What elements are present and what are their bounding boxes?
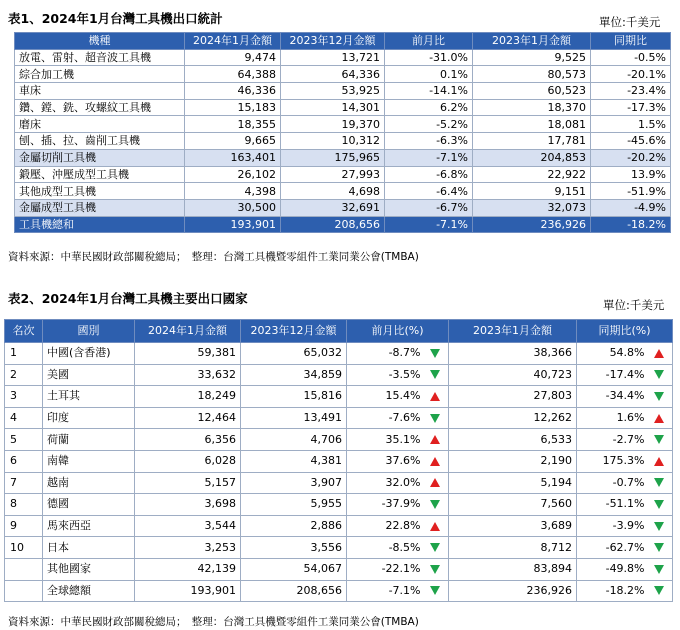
table2-header-cell: 前月比(%) xyxy=(347,320,449,343)
table1-header-cell: 前月比 xyxy=(385,33,473,50)
table2-source: 資料來源：中華民國財政部關稅總局； 整理：台灣工具機暨零組件工業同業公會(TMBA) xyxy=(8,616,419,628)
jan-2023-value-cell: 12,262 xyxy=(449,407,577,429)
table1-row xyxy=(15,166,671,183)
dec-2023-value-cell: 53,925 xyxy=(281,83,385,100)
dec-2023-value-cell: 19,370 xyxy=(281,116,385,133)
table2-row xyxy=(5,537,673,559)
table2-row xyxy=(5,472,673,494)
jan-2023-value-cell: 83,894 xyxy=(449,558,577,580)
machine-type-cell: 磨床 xyxy=(15,116,185,133)
mom-change-cell: 37.6% xyxy=(347,450,423,472)
dec-2023-value-cell: 13,491 xyxy=(241,407,347,429)
machine-type-cell: 綜合加工機 xyxy=(15,66,185,83)
table1-unit: 單位:千美元 xyxy=(599,15,661,29)
table1-row xyxy=(15,183,671,200)
jan-2023-value-cell: 8,712 xyxy=(449,537,577,559)
machine-type-cell: 刨、插、拉、齒削工具機 xyxy=(15,133,185,150)
table2-row xyxy=(5,515,673,537)
jan-2023-value-cell: 40,723 xyxy=(449,364,577,386)
jan-2023-value-cell: 2,190 xyxy=(449,450,577,472)
table1-row xyxy=(15,199,671,216)
table2-row xyxy=(5,450,673,472)
table1-header-cell: 2023年1月金額 xyxy=(473,33,591,50)
table2-row xyxy=(5,580,673,602)
jan-2024-value-cell: 33,632 xyxy=(135,364,241,386)
triangle-up-icon xyxy=(654,349,664,358)
jan-2024-value-cell: 64,388 xyxy=(185,66,281,83)
table1-header-cell: 同期比 xyxy=(591,33,671,50)
country-cell: 德國 xyxy=(43,494,135,516)
yoy-change-cell: 54.8% xyxy=(577,343,647,365)
table1-row xyxy=(15,49,671,66)
mom-change-cell: -6.3% xyxy=(385,133,473,150)
jan-2024-value-cell: 26,102 xyxy=(185,166,281,183)
triangle-down-icon xyxy=(430,500,440,509)
jan-2024-value-cell: 30,500 xyxy=(185,199,281,216)
mom-trend-cell xyxy=(423,515,449,537)
dec-2023-value-cell: 14,301 xyxy=(281,99,385,116)
rank-cell xyxy=(5,580,43,602)
triangle-down-icon xyxy=(654,500,664,509)
yoy-trend-cell xyxy=(647,450,673,472)
jan-2024-value-cell: 9,665 xyxy=(185,133,281,150)
jan-2024-value-cell: 3,698 xyxy=(135,494,241,516)
yoy-change-cell: -3.9% xyxy=(577,515,647,537)
dec-2023-value-cell: 208,656 xyxy=(241,580,347,602)
table2-header-cell: 2024年1月金額 xyxy=(135,320,241,343)
table2-body xyxy=(5,343,673,602)
mom-change-cell: -3.5% xyxy=(347,364,423,386)
table2-header-cell: 2023年12月金額 xyxy=(241,320,347,343)
triangle-down-icon xyxy=(430,543,440,552)
table1-header-cell: 2023年12月金額 xyxy=(281,33,385,50)
yoy-change-cell: -2.7% xyxy=(577,429,647,451)
mom-trend-cell xyxy=(423,450,449,472)
rank-cell: 1 xyxy=(5,343,43,365)
jan-2023-value-cell: 22,922 xyxy=(473,166,591,183)
jan-2024-value-cell: 3,253 xyxy=(135,537,241,559)
jan-2024-value-cell: 18,355 xyxy=(185,116,281,133)
jan-2023-value-cell: 7,560 xyxy=(449,494,577,516)
triangle-up-icon xyxy=(430,478,440,487)
table1-body xyxy=(15,49,671,233)
yoy-change-cell: -49.8% xyxy=(577,558,647,580)
dec-2023-value-cell: 27,993 xyxy=(281,166,385,183)
jan-2024-value-cell: 9,474 xyxy=(185,49,281,66)
rank-cell: 10 xyxy=(5,537,43,559)
jan-2024-value-cell: 5,157 xyxy=(135,472,241,494)
jan-2023-value-cell: 27,803 xyxy=(449,386,577,408)
dec-2023-value-cell: 4,698 xyxy=(281,183,385,200)
dec-2023-value-cell: 3,907 xyxy=(241,472,347,494)
jan-2023-value-cell: 80,573 xyxy=(473,66,591,83)
mom-change-cell: -6.4% xyxy=(385,183,473,200)
jan-2024-value-cell: 3,544 xyxy=(135,515,241,537)
mom-trend-cell xyxy=(423,407,449,429)
mom-change-cell: -5.2% xyxy=(385,116,473,133)
triangle-up-icon xyxy=(654,457,664,466)
rank-cell xyxy=(5,558,43,580)
jan-2023-value-cell: 236,926 xyxy=(449,580,577,602)
dec-2023-value-cell: 3,556 xyxy=(241,537,347,559)
machine-type-cell: 鍛壓、沖壓成型工具機 xyxy=(15,166,185,183)
mom-change-cell: 32.0% xyxy=(347,472,423,494)
yoy-change-cell: 1.6% xyxy=(577,407,647,429)
mom-trend-cell xyxy=(423,472,449,494)
yoy-change-cell: -20.1% xyxy=(591,66,671,83)
triangle-down-icon xyxy=(430,414,440,423)
mom-trend-cell xyxy=(423,537,449,559)
mom-change-cell: 6.2% xyxy=(385,99,473,116)
jan-2023-value-cell: 60,523 xyxy=(473,83,591,100)
jan-2024-value-cell: 193,901 xyxy=(185,216,281,233)
mom-change-cell: -6.8% xyxy=(385,166,473,183)
rank-cell: 5 xyxy=(5,429,43,451)
table1-title: 表1、2024年1月台灣工具機出口統計 xyxy=(8,11,223,26)
country-cell: 美國 xyxy=(43,364,135,386)
table2-title: 表2、2024年1月台灣工具機主要出口國家 xyxy=(8,291,248,306)
dec-2023-value-cell: 15,816 xyxy=(241,386,347,408)
dec-2023-value-cell: 10,312 xyxy=(281,133,385,150)
dec-2023-value-cell: 5,955 xyxy=(241,494,347,516)
dec-2023-value-cell: 13,721 xyxy=(281,49,385,66)
mom-change-cell: 15.4% xyxy=(347,386,423,408)
jan-2024-value-cell: 42,139 xyxy=(135,558,241,580)
jan-2024-value-cell: 6,356 xyxy=(135,429,241,451)
mom-trend-cell xyxy=(423,364,449,386)
jan-2023-value-cell: 18,081 xyxy=(473,116,591,133)
table1-row xyxy=(15,133,671,150)
triangle-down-icon xyxy=(654,586,664,595)
mom-trend-cell xyxy=(423,494,449,516)
triangle-up-icon xyxy=(430,435,440,444)
yoy-change-cell: -62.7% xyxy=(577,537,647,559)
dec-2023-value-cell: 208,656 xyxy=(281,216,385,233)
yoy-trend-cell xyxy=(647,429,673,451)
machine-type-cell: 車床 xyxy=(15,83,185,100)
rank-cell: 6 xyxy=(5,450,43,472)
triangle-down-icon xyxy=(654,392,664,401)
mom-change-cell: -8.5% xyxy=(347,537,423,559)
country-cell: 中國(含香港) xyxy=(43,343,135,365)
machine-type-cell: 其他成型工具機 xyxy=(15,183,185,200)
jan-2024-value-cell: 46,336 xyxy=(185,83,281,100)
dec-2023-value-cell: 175,965 xyxy=(281,149,385,166)
table1-header-row xyxy=(15,33,671,50)
country-cell: 其他國家 xyxy=(43,558,135,580)
triangle-down-icon xyxy=(654,370,664,379)
yoy-trend-cell xyxy=(647,364,673,386)
jan-2024-value-cell: 12,464 xyxy=(135,407,241,429)
triangle-down-icon xyxy=(430,370,440,379)
yoy-trend-cell xyxy=(647,580,673,602)
yoy-change-cell: 175.3% xyxy=(577,450,647,472)
triangle-up-icon xyxy=(430,457,440,466)
triangle-down-icon xyxy=(654,435,664,444)
rank-cell: 3 xyxy=(5,386,43,408)
table1-header-cell: 機種 xyxy=(15,33,185,50)
jan-2023-value-cell: 32,073 xyxy=(473,199,591,216)
triangle-up-icon xyxy=(430,522,440,531)
yoy-trend-cell xyxy=(647,558,673,580)
yoy-change-cell: -18.2% xyxy=(577,580,647,602)
jan-2023-value-cell: 3,689 xyxy=(449,515,577,537)
yoy-change-cell: -23.4% xyxy=(591,83,671,100)
jan-2024-value-cell: 4,398 xyxy=(185,183,281,200)
mom-trend-cell xyxy=(423,343,449,365)
country-cell: 南韓 xyxy=(43,450,135,472)
yoy-trend-cell xyxy=(647,386,673,408)
triangle-down-icon xyxy=(654,543,664,552)
mom-change-cell: -6.7% xyxy=(385,199,473,216)
jan-2024-value-cell: 59,381 xyxy=(135,343,241,365)
mom-change-cell: -7.6% xyxy=(347,407,423,429)
yoy-change-cell: 13.9% xyxy=(591,166,671,183)
jan-2023-value-cell: 236,926 xyxy=(473,216,591,233)
mom-change-cell: -37.9% xyxy=(347,494,423,516)
rank-cell: 9 xyxy=(5,515,43,537)
yoy-trend-cell xyxy=(647,537,673,559)
machine-type-cell: 金屬成型工具機 xyxy=(15,199,185,216)
jan-2024-value-cell: 193,901 xyxy=(135,580,241,602)
yoy-change-cell: -0.7% xyxy=(577,472,647,494)
table2-unit: 單位:千美元 xyxy=(603,298,665,312)
jan-2023-value-cell: 38,366 xyxy=(449,343,577,365)
machine-type-cell: 工具機總和 xyxy=(15,216,185,233)
jan-2023-value-cell: 9,525 xyxy=(473,49,591,66)
triangle-down-icon xyxy=(654,565,664,574)
triangle-down-icon xyxy=(654,478,664,487)
table1-row xyxy=(15,99,671,116)
dec-2023-value-cell: 4,706 xyxy=(241,429,347,451)
table2-header-cell: 2023年1月金額 xyxy=(449,320,577,343)
country-cell: 全球總額 xyxy=(43,580,135,602)
mom-change-cell: -22.1% xyxy=(347,558,423,580)
mom-trend-cell xyxy=(423,386,449,408)
country-cell: 越南 xyxy=(43,472,135,494)
jan-2024-value-cell: 15,183 xyxy=(185,99,281,116)
table2-row xyxy=(5,558,673,580)
triangle-up-icon xyxy=(430,392,440,401)
rank-cell: 2 xyxy=(5,364,43,386)
mom-change-cell: -14.1% xyxy=(385,83,473,100)
yoy-trend-cell xyxy=(647,343,673,365)
table1 xyxy=(14,32,671,233)
table1-row xyxy=(15,83,671,100)
dec-2023-value-cell: 64,336 xyxy=(281,66,385,83)
table2-row xyxy=(5,494,673,516)
table2-row xyxy=(5,407,673,429)
table2-header-cell: 同期比(%) xyxy=(577,320,673,343)
yoy-trend-cell xyxy=(647,494,673,516)
triangle-down-icon xyxy=(430,565,440,574)
machine-type-cell: 放電、雷射、超音波工具機 xyxy=(15,49,185,66)
dec-2023-value-cell: 65,032 xyxy=(241,343,347,365)
mom-change-cell: 0.1% xyxy=(385,66,473,83)
country-cell: 日本 xyxy=(43,537,135,559)
yoy-change-cell: 1.5% xyxy=(591,116,671,133)
table1-source: 資料來源：中華民國財政部關稅總局； 整理：台灣工具機暨零組件工業同業公會(TMBA) xyxy=(8,251,419,263)
machine-type-cell: 鑽、鏜、銑、攻螺紋工具機 xyxy=(15,99,185,116)
dec-2023-value-cell: 4,381 xyxy=(241,450,347,472)
table1-row xyxy=(15,66,671,83)
yoy-change-cell: -18.2% xyxy=(591,216,671,233)
jan-2023-value-cell: 204,853 xyxy=(473,149,591,166)
jan-2024-value-cell: 163,401 xyxy=(185,149,281,166)
table2-row xyxy=(5,364,673,386)
mom-change-cell: -8.7% xyxy=(347,343,423,365)
yoy-change-cell: -4.9% xyxy=(591,199,671,216)
table2-row xyxy=(5,386,673,408)
jan-2023-value-cell: 9,151 xyxy=(473,183,591,200)
rank-cell: 7 xyxy=(5,472,43,494)
mom-change-cell: 22.8% xyxy=(347,515,423,537)
dec-2023-value-cell: 54,067 xyxy=(241,558,347,580)
jan-2023-value-cell: 18,370 xyxy=(473,99,591,116)
yoy-change-cell: -17.3% xyxy=(591,99,671,116)
yoy-change-cell: -0.5% xyxy=(591,49,671,66)
mom-change-cell: 35.1% xyxy=(347,429,423,451)
yoy-change-cell: -51.9% xyxy=(591,183,671,200)
yoy-change-cell: -17.4% xyxy=(577,364,647,386)
mom-change-cell: -7.1% xyxy=(385,216,473,233)
machine-type-cell: 金屬切削工具機 xyxy=(15,149,185,166)
dec-2023-value-cell: 2,886 xyxy=(241,515,347,537)
yoy-change-cell: -51.1% xyxy=(577,494,647,516)
triangle-down-icon xyxy=(430,349,440,358)
table1-header-cell: 2024年1月金額 xyxy=(185,33,281,50)
mom-change-cell: -7.1% xyxy=(347,580,423,602)
country-cell: 荷蘭 xyxy=(43,429,135,451)
table1-row xyxy=(15,216,671,233)
mom-trend-cell xyxy=(423,429,449,451)
table2-header-cell: 國別 xyxy=(43,320,135,343)
yoy-trend-cell xyxy=(647,472,673,494)
dec-2023-value-cell: 34,859 xyxy=(241,364,347,386)
country-cell: 土耳其 xyxy=(43,386,135,408)
table2-header-row xyxy=(5,320,673,343)
table2-row xyxy=(5,343,673,365)
mom-trend-cell xyxy=(423,580,449,602)
jan-2023-value-cell: 17,781 xyxy=(473,133,591,150)
yoy-change-cell: -34.4% xyxy=(577,386,647,408)
yoy-change-cell: -45.6% xyxy=(591,133,671,150)
mom-trend-cell xyxy=(423,558,449,580)
mom-change-cell: -7.1% xyxy=(385,149,473,166)
jan-2023-value-cell: 5,194 xyxy=(449,472,577,494)
jan-2023-value-cell: 6,533 xyxy=(449,429,577,451)
rank-cell: 8 xyxy=(5,494,43,516)
table2-header-cell: 名次 xyxy=(5,320,43,343)
country-cell: 馬來西亞 xyxy=(43,515,135,537)
jan-2024-value-cell: 18,249 xyxy=(135,386,241,408)
table2 xyxy=(4,319,673,602)
yoy-trend-cell xyxy=(647,515,673,537)
triangle-down-icon xyxy=(430,586,440,595)
table1-row xyxy=(15,116,671,133)
rank-cell: 4 xyxy=(5,407,43,429)
table2-row xyxy=(5,429,673,451)
yoy-trend-cell xyxy=(647,407,673,429)
triangle-down-icon xyxy=(654,522,664,531)
table1-row xyxy=(15,149,671,166)
jan-2024-value-cell: 6,028 xyxy=(135,450,241,472)
yoy-change-cell: -20.2% xyxy=(591,149,671,166)
dec-2023-value-cell: 32,691 xyxy=(281,199,385,216)
country-cell: 印度 xyxy=(43,407,135,429)
mom-change-cell: -31.0% xyxy=(385,49,473,66)
triangle-up-icon xyxy=(654,414,664,423)
